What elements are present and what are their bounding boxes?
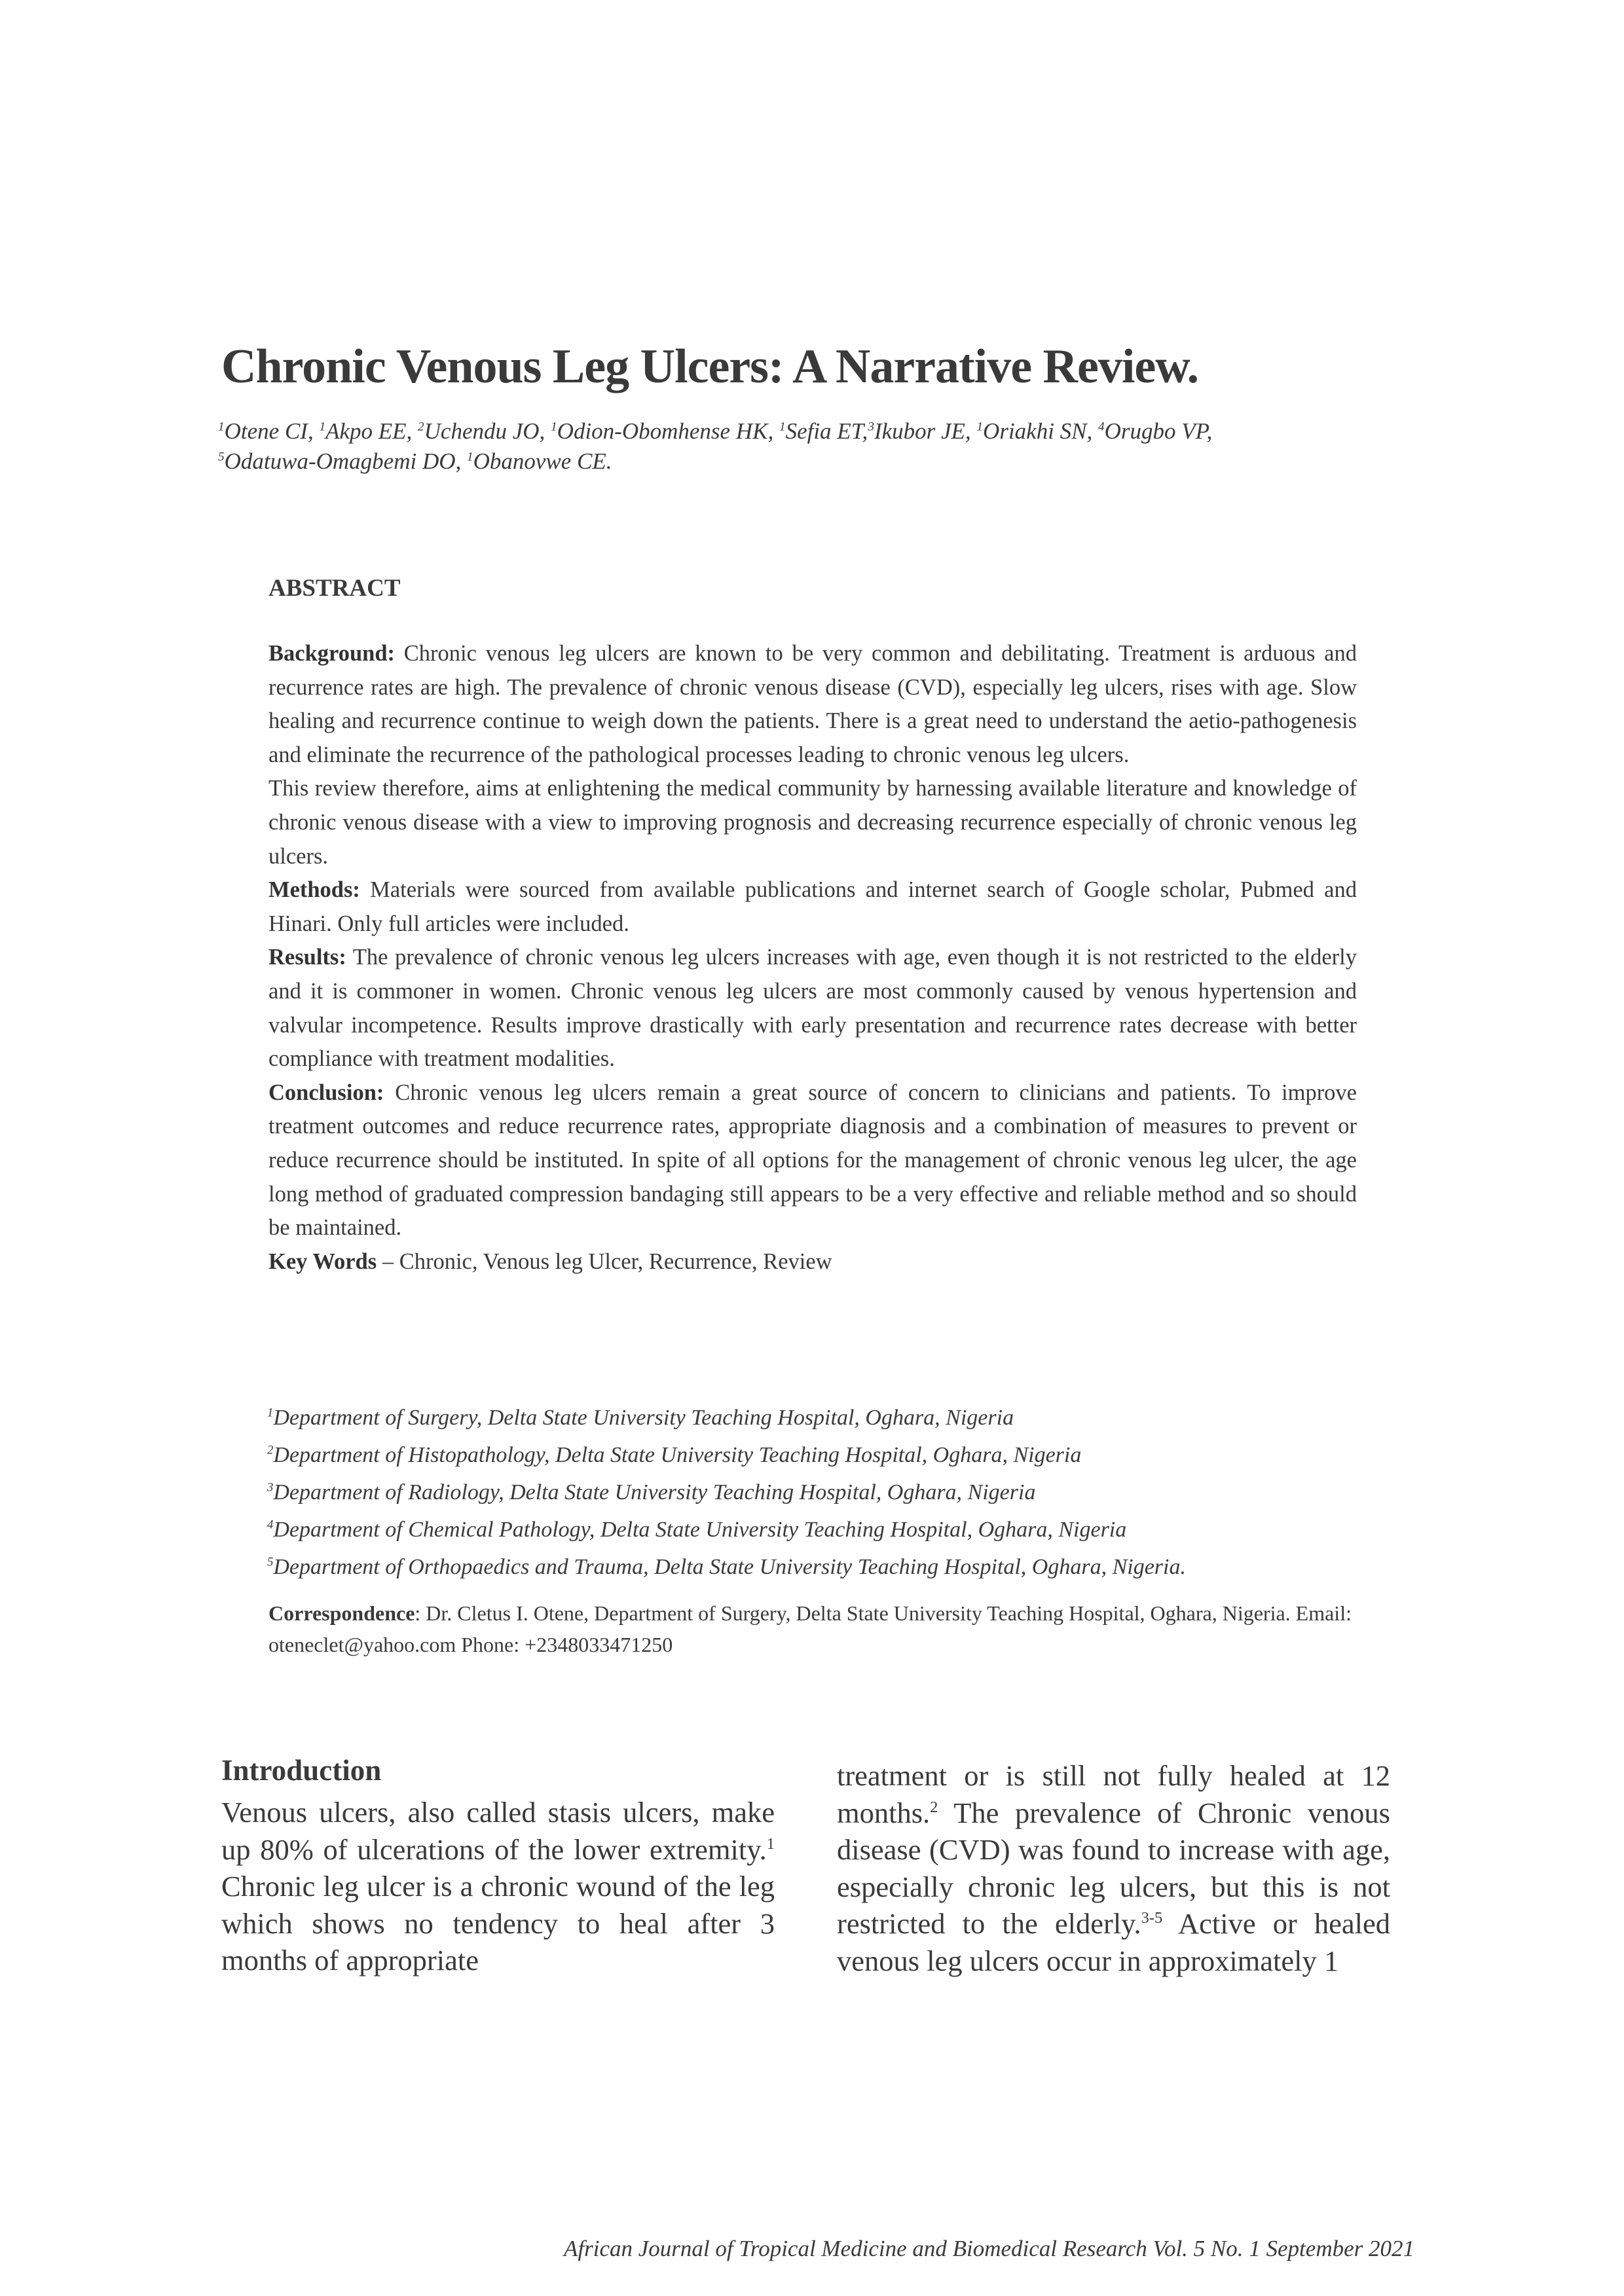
author: $^1$Obanovwe CE. xyxy=(467,448,612,474)
abstract-aim: This review therefore, aims at enlightening the medical community by harnessing available literature and knowledge of chronic venous disease with a view to improving prognosis and decreasing recurrence especially of chronic venous leg ulcers. xyxy=(268,776,1357,869)
author-list xyxy=(218,416,1410,477)
author: $^2$Uchendu JO, xyxy=(418,418,545,444)
affiliation: $^5$Department of Orthopaedics and Trauma, Delta State University Teaching Hospital, Oghara, Nigeria. xyxy=(267,1555,1186,1579)
abstract-background: Background: Chronic venous leg ulcers are known to be very common and debilitating. Treatment is arduous and recurrence rates are high. The prevalence of chronic venous disease (CVD), especially leg ulcers, rises with age. Slow healing and recurrence continue to weigh down the patients. There is a great need to understand the aetio-pathogenesis and eliminate the recurrence of the pathological processes leading to chronic venous leg ulcers. xyxy=(268,641,1357,767)
abstract-keywords: Key Words – Chronic, Venous leg Ulcer, Recurrence, Review xyxy=(268,1248,832,1274)
introduction-heading: Introduction xyxy=(221,1754,382,1787)
author: $^1$Oriakhi SN, xyxy=(976,418,1093,444)
affiliation: $^4$Department of Chemical Pathology, Delta State University Teaching Hospital, Oghara, Nigeria xyxy=(267,1518,1127,1542)
affiliation: $^1$Department of Surgery, Delta State University Teaching Hospital, Oghara, Nigeria xyxy=(267,1406,1014,1430)
introduction-left-column: Venous ulcers, also called stasis ulcers, make up 80% of ulcerations of the lower extremity.$^1$ Chronic leg ulcer is a chronic wound of the leg which shows no tendency to heal after 3 months of appropriate xyxy=(221,1796,775,1977)
abstract-methods: Methods: Materials were sourced from available publications and internet search of Google scholar, Pubmed and Hinari. Only full articles were included. xyxy=(268,877,1357,936)
introduction-right-column: treatment or is still not fully healed at 12 months.$^2$ The prevalence of Chronic venous disease (CVD) was found to increase with age, especially chronic leg ulcers, but this is not restricted to the elderly.$^{3-5}$ Active or healed venous leg ulcers occur in approximately 1 xyxy=(837,1759,1390,1977)
affiliation: $^2$Department of Histopathology, Delta State University Teaching Hospital, Oghara, Nigeria xyxy=(267,1443,1082,1467)
journal-footer: African Journal of Tropical Medicine and Biomedical Research Vol. 5 No. 1 September 2021 xyxy=(564,2236,1414,2261)
author: $^4$Orugbo VP, xyxy=(1098,418,1213,444)
abstract-conclusion: Conclusion: Chronic venous leg ulcers remain a great source of concern to clinicians and patients. To improve treatment outcomes and reduce recurrence rates, appropriate diagnosis and a combination of measures to prevent or reduce recurrence should be instituted. In spite of all options for the management of chronic venous leg ulcer, the age long method of graduated compression bandaging still appears to be a very effective and reliable method and so should be maintained. xyxy=(268,1080,1357,1241)
affiliations xyxy=(267,1399,1446,1586)
abstract-body xyxy=(268,637,1357,1279)
abstract-heading: ABSTRACT xyxy=(268,575,401,602)
correspondence: Correspondence: Dr. Cletus I. Otene, Department of Surgery, Delta State University Teaching Hospital, Oghara, Nigeria. Email: oteneclet@yahoo.com Phone: +2348033471250 xyxy=(268,1601,1352,1656)
author: $^5$Odatuwa-Omagbemi DO, xyxy=(218,448,462,474)
abstract-results: Results: The prevalence of chronic venous leg ulcers increases with age, even though it is not restricted to the elderly and it is commoner in women. Chronic venous leg ulcers are most commonly caused by venous hypertension and valvular incompetence. Results improve drastically with early presentation and recurrence rates decrease with better compliance with treatment modalities. xyxy=(268,945,1357,1072)
paper-title: Chronic Venous Leg Ulcers: A Narrative Review. xyxy=(221,340,1199,393)
author: $^1$Sefia ET, xyxy=(779,418,868,444)
author: $^3$Ikubor JE, xyxy=(868,418,971,444)
affiliation: $^3$Department of Radiology, Delta State University Teaching Hospital, Oghara, Nigeria xyxy=(267,1480,1036,1504)
author: $^1$Odion-Obomhense HK, xyxy=(551,418,774,444)
author: $^1$Akpo EE, xyxy=(319,418,413,444)
author: $^1$Otene CI, xyxy=(218,418,314,444)
